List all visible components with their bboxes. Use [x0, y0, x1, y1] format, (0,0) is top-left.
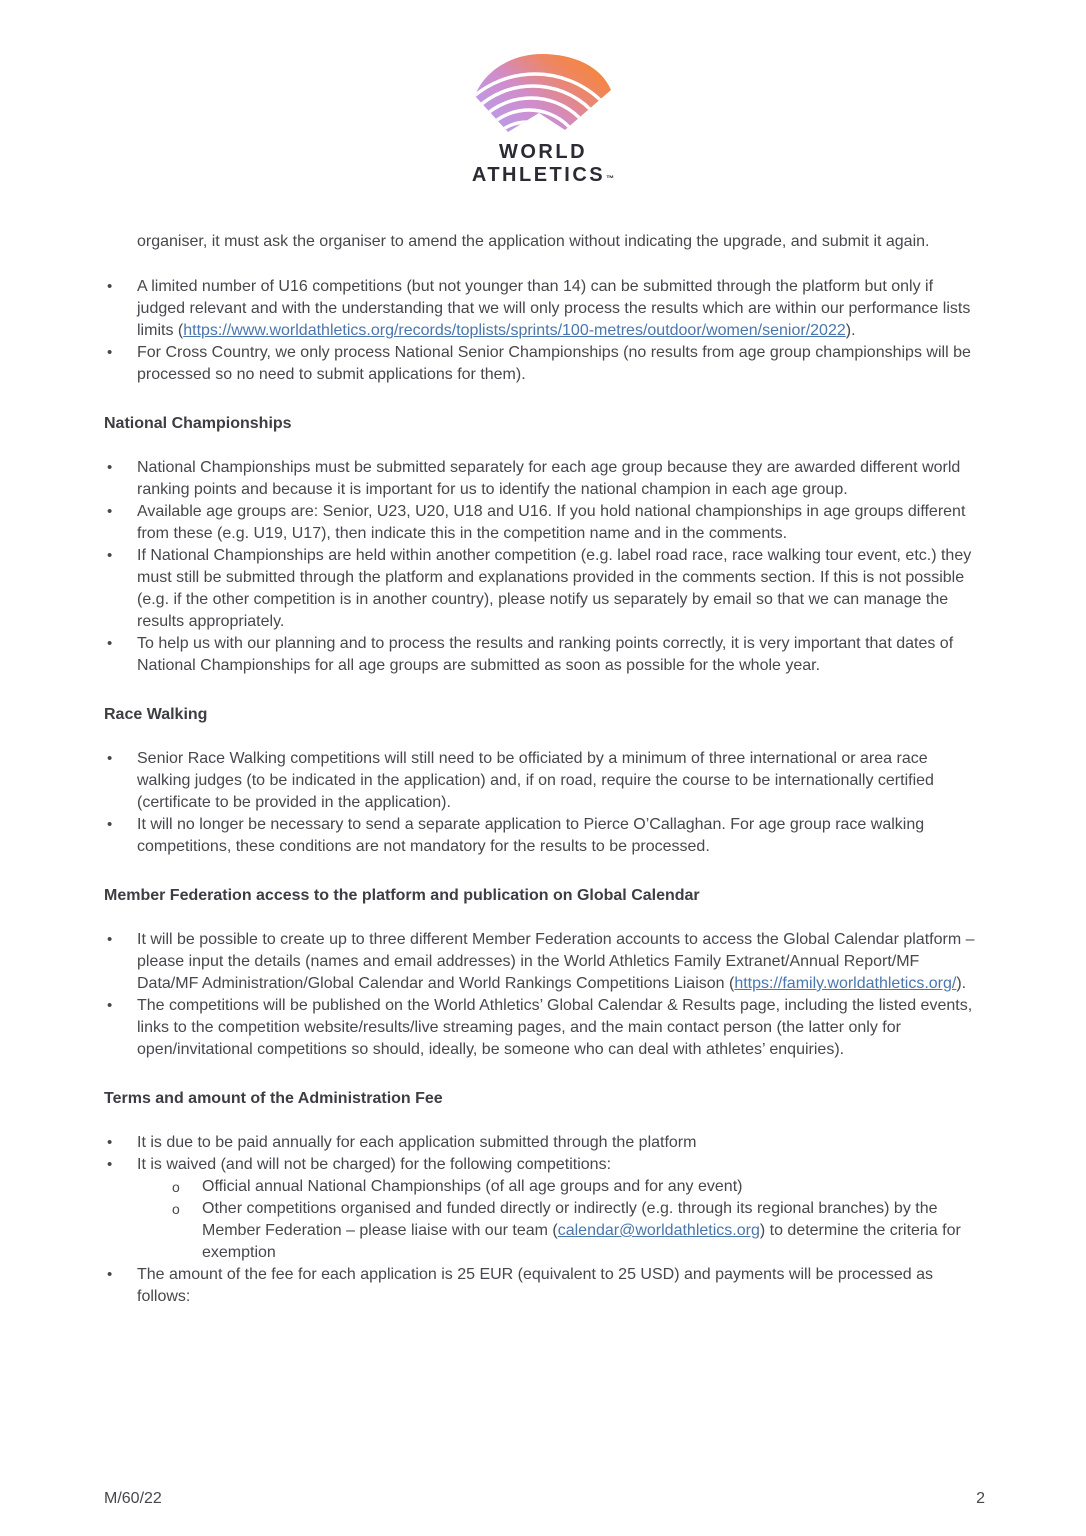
world-athletics-logo-icon — [475, 52, 611, 136]
logo-word-world: WORLD — [498, 141, 588, 163]
bullet-text: ) to determine the criteria for exemption — [202, 1222, 961, 1261]
bullet-text: The amount of the fee for each application is 25 EUR (equivalent to 25 USD) and payments will be processed as follows: — [137, 1266, 933, 1305]
logo-block — [0, 0, 1086, 190]
footer-doc-ref: M/60/22 — [104, 1490, 162, 1507]
bullet-text: National Championships must be submitted separately for each age group because they are awarded different world ranking points and because it is important for us to identify the national champion in each age group. — [137, 459, 961, 498]
list-item — [137, 545, 985, 633]
list-item — [137, 1132, 985, 1154]
bullet-text: It will no longer be necessary to send a separate application to Pierce O’Callaghan. For age group race walking competitions, these conditions are not mandatory for the results to be processed. — [137, 816, 925, 855]
bullet-text: Official annual National Championships (of all age groups and for any event) — [202, 1178, 743, 1195]
bullet-list-national-championships — [104, 457, 985, 677]
list-item — [137, 748, 985, 814]
page-footer — [104, 1488, 985, 1510]
sub-bullet-list-fee-waived — [137, 1176, 985, 1264]
toplists-link[interactable]: https://www.worldathletics.org/records/toplists/sprints/100-metres/outdoor/women/senior/2022 — [183, 322, 846, 339]
bullet-text: If National Championships are held within another competition (e.g. label road race, race walking tour event, etc.) they must still be submitted through the platform and explanations provided in the comments section. If this is not possible (e.g. if the other competition is in another country), please notify us separately by email so that we can manage the results appropriately. — [137, 547, 972, 630]
bullet-text: It will be possible to create up to three different Member Federation accounts to access the Global Calendar platform – please input the details (names and email addresses) in the World Athletics Family Extranet/Annual Report/MF Data/MF Administration/Global Calendar and World Rankings Competitions Liaison ( — [137, 931, 975, 992]
bullet-text: A limited number of U16 competitions (but not younger than 14) can be submitted through the platform but only if judged relevant and with the understanding that we will only process the results which are within our performance lists limits ( — [137, 278, 971, 339]
bullet-list-administration-fee — [104, 1132, 985, 1308]
document-body — [104, 231, 985, 1308]
bullet-text: It is due to be paid annually for each application submitted through the platform — [137, 1134, 697, 1151]
section-heading-administration-fee: Terms and amount of the Administration Fee — [104, 1090, 443, 1107]
bullet-text: Available age groups are: Senior, U23, U20, U18 and U16. If you hold national championships in age groups different from these (e.g. U19, U17), then indicate this in the competition name and in the comments. — [137, 503, 966, 542]
bullet-text: For Cross Country, we only process National Senior Championships (no results from age group championships will be processed so no need to submit applications for them). — [137, 344, 971, 383]
list-item — [137, 633, 985, 677]
list-item — [137, 995, 985, 1061]
bullet-list-top — [104, 276, 985, 386]
list-item — [137, 1264, 985, 1308]
section-heading-national-championships: National Championships — [104, 415, 292, 432]
list-item — [137, 929, 985, 995]
sub-list-item — [202, 1176, 985, 1198]
list-item — [137, 1154, 985, 1264]
intro-paragraph: organiser, it must ask the organiser to amend the application without indicating the upgrade, and submit it again. — [137, 233, 930, 250]
bullet-text: It is waived (and will not be charged) for the following competitions: — [137, 1156, 612, 1173]
calendar-email-link[interactable]: calendar@worldathletics.org — [557, 1222, 760, 1239]
trademark-symbol: ™ — [606, 174, 615, 183]
bullet-text: Other competitions organised and funded directly or indirectly (e.g. through its regional branches) by the Member Federation – please liaise with our team ( — [202, 1200, 938, 1239]
bullet-text: Senior Race Walking competitions will still need to be officiated by a minimum of three international or area race walking judges (to be indicated in the application) and, if on road, require the course to be internationally certified (certificate to be provided in the application). — [137, 750, 934, 811]
bullet-list-member-federation — [104, 929, 985, 1061]
logo-word-athletics: ATHLETICS — [471, 164, 606, 186]
section-heading-member-federation-access: Member Federation access to the platform and publication on Global Calendar — [104, 887, 700, 904]
list-item — [137, 501, 985, 545]
bullet-text: ). — [956, 975, 967, 992]
sub-list-item — [202, 1198, 985, 1264]
family-extranet-link[interactable]: https://family.worldathletics.org/ — [734, 975, 957, 992]
bullet-list-race-walking — [104, 748, 985, 858]
bullet-text: The competitions will be published on the World Athletics’ Global Calendar & Results page, including the listed events, links to the competition website/results/live streaming pages, and the main contact person (the latter only for open/invitational competitions so should, ideally, be someone who can deal with athletes’ enquiries). — [137, 997, 973, 1058]
bullet-text: ). — [845, 322, 856, 339]
footer-page-number: 2 — [976, 1490, 985, 1507]
section-heading-race-walking: Race Walking — [104, 706, 208, 723]
list-item — [137, 457, 985, 501]
list-item — [137, 342, 985, 386]
logo-wordmark — [0, 141, 1086, 190]
bullet-text: To help us with our planning and to process the results and ranking points correctly, it is very important that dates of National Championships for all age groups are submitted as soon as possible for the whole year. — [137, 635, 954, 674]
list-item — [137, 814, 985, 858]
list-item — [137, 276, 985, 342]
